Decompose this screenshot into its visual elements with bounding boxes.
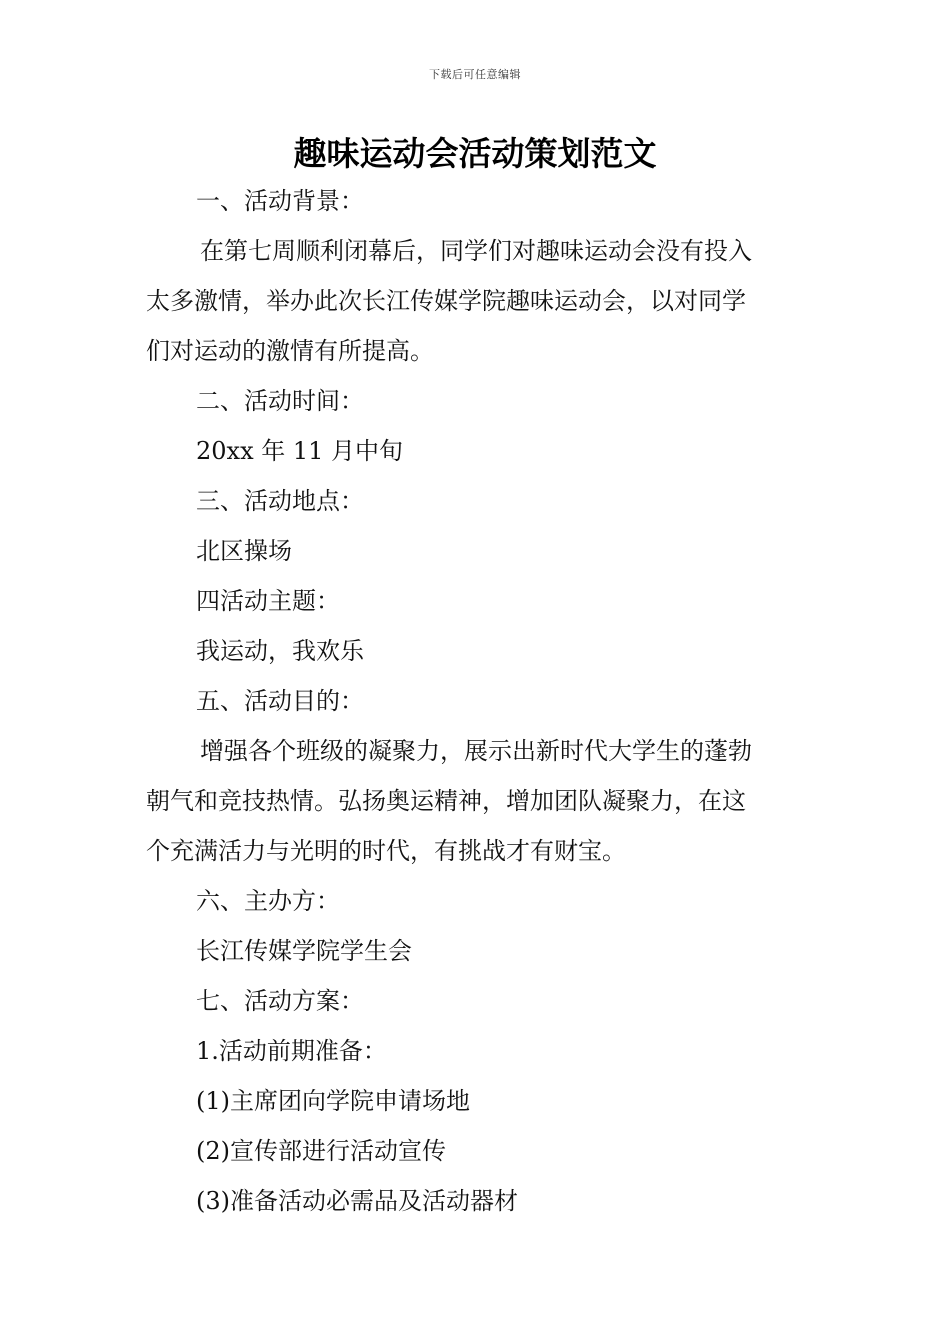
purpose-paragraph-line: 朝气和竞技热情。弘扬奥运精神，增加团队凝聚力，在这	[146, 787, 746, 815]
purpose-paragraph-line: 增强各个班级的凝聚力，展示出新时代大学生的蓬勃	[200, 737, 752, 765]
document-title: 趣味运动会活动策划范文	[293, 134, 657, 173]
section-heading-organizer: 六、主办方：	[196, 887, 340, 915]
document-body	[146, 176, 810, 1226]
section-value-organizer: 长江传媒学院学生会	[196, 937, 412, 965]
background-paragraph-line: 们对运动的激情有所提高。	[146, 337, 434, 365]
plan-list-item: (1)主席团向学院申请场地	[196, 1087, 470, 1115]
section-heading-location: 三、活动地点：	[196, 487, 364, 515]
plan-list-item: (2)宣传部进行活动宣传	[196, 1137, 446, 1165]
section-value-theme: 我运动，我欢乐	[196, 637, 364, 665]
section-heading-plan: 七、活动方案：	[196, 987, 364, 1015]
section-value-location: 北区操场	[196, 537, 292, 565]
section-value-time: 20xx 年 11 月中旬	[196, 437, 404, 465]
plan-subheading-preparation: 1.活动前期准备：	[196, 1037, 387, 1065]
background-paragraph-line: 太多激情，举办此次长江传媒学院趣味运动会，以对同学	[146, 287, 746, 315]
background-paragraph-line: 在第七周顺利闭幕后，同学们对趣味运动会没有投入	[200, 237, 752, 265]
page-header-note: 下载后可任意编辑	[429, 68, 521, 81]
section-heading-theme: 四活动主题：	[196, 587, 340, 615]
section-heading-time: 二、活动时间：	[196, 387, 364, 415]
section-heading-background: 一、活动背景：	[196, 187, 364, 215]
purpose-paragraph-line: 个充满活力与光明的时代，有挑战才有财宝。	[146, 837, 626, 865]
plan-list-item: (3)准备活动必需品及活动器材	[196, 1187, 518, 1215]
section-heading-purpose: 五、活动目的：	[196, 687, 364, 715]
